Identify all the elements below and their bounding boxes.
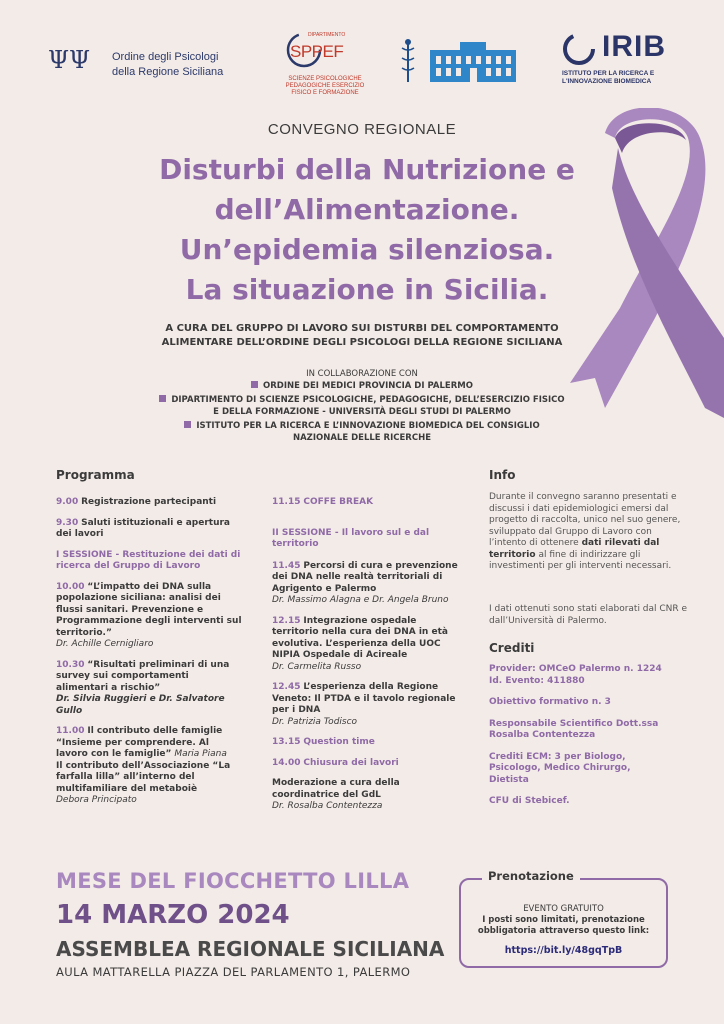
prenotazione-content (462, 904, 665, 956)
prog-item-1145 (272, 561, 464, 596)
prog-item-1215 (272, 616, 464, 662)
spef-sub1: SCIENZE PSICOLOGICHE (288, 76, 362, 82)
item-text: Integrazione ospedale territorio nella cura dei DNA in età evolutiva. L’esperienza della UOC NIPIA Ospedale di Acireale (272, 615, 448, 660)
bullet-square-icon (159, 395, 166, 402)
collab-heading: IN COLLABORAZIONE CON (306, 369, 418, 379)
item-text: Question time (303, 737, 375, 747)
prog-item-930 (56, 518, 242, 541)
booking-link[interactable]: https://bit.ly/48gqTpB (504, 945, 623, 956)
speaker: Dr. Rosalba Contentezza (272, 801, 383, 811)
collab-partner-2 (150, 394, 574, 406)
prenotazione-free: EVENTO GRATUITO (523, 904, 604, 914)
speaker: Dr. Silvia Ruggieri e Dr. Salvatore Gullo (56, 694, 225, 716)
prog-item-1115 (272, 497, 464, 509)
collab-partner-1-text: ORDINE DEI MEDICI PROVINCIA DI PALERMO (263, 381, 473, 391)
speaker: Dr. Achille Cernigliaro (56, 639, 154, 649)
title-line-1: Disturbi della Nutrizione e (159, 153, 575, 186)
time: 13.15 (272, 737, 301, 747)
info-p1b: dati rilevati dal territorio (489, 538, 660, 560)
programma-col-1 (56, 497, 242, 807)
time: 11.15 (272, 497, 301, 507)
crediti-evento: Id. Evento: 411880 (489, 675, 585, 686)
programma-heading: Programma (56, 468, 135, 482)
spef-name: SPPEF (290, 42, 344, 61)
collaboration-block (150, 368, 574, 444)
collab-partner-2-line1: DIPARTIMENTO DI SCIENZE PSICOLOGICHE, PEDAGOGICHE, DELL’ESERCIZIO FISICO (171, 395, 565, 405)
crediti-heading: Crediti (489, 641, 535, 655)
event-date: 14 MARZO 2024 (56, 900, 290, 930)
crediti-cfu: CFU di Stebicef. (489, 796, 570, 806)
collab-partner-2-line2: E DELLA FORMAZIONE - UNIVERSITÀ DEGLI STUDI DI PALERMO (213, 407, 511, 417)
spef-dept: DIPARTIMENTO (308, 32, 346, 38)
prog-item-1100 (56, 726, 242, 761)
irib-sub2: L'INNOVAZIONE BIOMEDICA (562, 78, 652, 85)
prenotazione-mandatory: obbligatoria attraverso questo link: (477, 926, 650, 936)
time: 14.00 (272, 757, 301, 768)
item-text: “L’impatto dei DNA sulla popolazione siciliana: analisi dei flussi sanitari. Prevenzione e Programmazione degli interventi sul territorio.” (56, 581, 242, 638)
prenotazione-heading: Prenotazione (482, 869, 580, 883)
item-text: Il contributo delle famiglie “Insieme per comprendere. Al lavoro con le famiglie” (56, 726, 223, 759)
caduceus-icon (398, 38, 418, 84)
session-2-heading: II SESSIONE - Il lavoro sul e dal territorio (272, 527, 430, 549)
cura-line-1: A CURA DEL GRUPPO DI LAVORO SUI DISTURBI DEL COMPORTAMENTO (165, 323, 559, 334)
programma-col-2 (272, 497, 464, 813)
time: 11.45 (272, 560, 301, 571)
crediti-list (489, 664, 689, 808)
info-p1a: Durante il convegno saranno presentati e discussi i dati epidemiologici emersi dal progetto di raccolta, unico nel suo genere, sviluppato dal Gruppo di Lavoro con l’intento di ottenere (489, 492, 681, 548)
bullet-square-icon (251, 381, 258, 388)
prog-item-1400 (272, 758, 464, 770)
collab-partner-3-line1: ISTITUTO PER LA RICERCA E L’INNOVAZIONE BIOMEDICA DEL CONSIGLIO (196, 421, 540, 431)
time: 11.00 (56, 726, 85, 736)
title-line-3: Un’epidemia silenziosa. (179, 233, 555, 266)
mese-fiocchetto: MESE DEL FIOCCHETTO LILLA (56, 869, 410, 893)
irib-name: IRIB (602, 30, 666, 63)
title-line-2: dell’Alimentazione. (214, 193, 520, 226)
speaker: Dr. Patrizia Todisco (272, 716, 358, 727)
speaker: Debora Principato (56, 795, 137, 805)
info-paragraph-1 (489, 492, 689, 573)
speaker: Maria Piana (174, 749, 227, 759)
cura-line-2: ALIMENTARE DELL’ORDINE DEGLI PSICOLOGI DELLA REGIONE SICILIANA (161, 337, 563, 348)
irib-sub1: ISTITUTO PER LA RICERCA E (562, 70, 655, 77)
building-icon (428, 40, 518, 84)
speaker: Dr. Massimo Alagna e Dr. Angela Bruno (272, 595, 449, 605)
info-heading: Info (489, 468, 516, 482)
collab-partner-3 (150, 420, 574, 432)
prenotazione-limited: I posti sono limitati, prenotazione (482, 915, 645, 925)
psi-icon: ΨΨ (48, 46, 91, 74)
time: 10.00 (56, 581, 85, 592)
prog-item-1030 (56, 660, 242, 695)
speaker: Dr. Carmelita Russo (272, 661, 362, 672)
item-text: COFFE BREAK (303, 497, 374, 507)
time: 9.00 (56, 497, 79, 507)
convegno-label: CONVEGNO REGIONALE (267, 121, 457, 138)
spef-sub3: FISICO E FORMAZIONE (291, 90, 359, 96)
prog-item-1245 (272, 682, 464, 717)
event-address: AULA MATTARELLA PIAZZA DEL PARLAMENTO 1, PALERMO (56, 965, 411, 979)
irib-logo (562, 30, 692, 90)
prog-item-900 (56, 497, 242, 509)
prog-item-1000 (56, 582, 242, 640)
ordine-line2: della Regione Siciliana (112, 66, 224, 78)
item-text: Registrazione partecipanti (81, 497, 217, 507)
item-text: “Risultati preliminari di una survey sui comportamenti alimentari a rischio” (56, 659, 230, 693)
item-text-2: Il contributo dell’Associazione “La farfalla lilla” all’interno del multifamiliare del metaboiè (56, 760, 231, 794)
irib-ring-icon (562, 32, 596, 66)
info-paragraph-2: I dati ottenuti sono stati elaborati dal CNR e dall’Università di Palermo. (489, 604, 688, 626)
moderation-text: Moderazione a cura della coordinatrice del GdL (272, 778, 400, 800)
spef-sub2: PEDAGOGICHE ESERCIZIO (285, 83, 365, 89)
omceo-logo (398, 38, 520, 84)
item-text: Saluti istituzionali e apertura dei lavori (56, 517, 231, 539)
prog-item-1315 (272, 737, 464, 749)
time: 12.15 (272, 615, 301, 626)
time: 10.30 (56, 659, 85, 670)
crediti-ecm: Crediti ECM: 3 per Biologo, Psicologo, Medico Chirurgo, Dietista (489, 751, 631, 785)
session-1-heading: I SESSIONE - Restituzione dei dati di ricerca del Gruppo di Lavoro (56, 549, 241, 571)
collab-partner-1 (150, 380, 574, 392)
crediti-responsabile: Responsabile Scientifico Dott.ssa Rosalba Contentezza (489, 718, 659, 740)
item-text: L’esperienza della Regione Veneto: Il PTDA e il tavolo regionale per i DNA (272, 682, 456, 715)
crediti-provider: Provider: OMCeO Palermo n. 1224 (489, 664, 662, 674)
time: 9.30 (56, 517, 79, 528)
item-text: Chiusura dei lavori (303, 757, 399, 768)
bullet-square-icon (184, 421, 191, 428)
time: 12.45 (272, 682, 301, 692)
ordine-line1: Ordine degli Psicologi (112, 51, 219, 63)
main-title (100, 150, 634, 310)
crediti-obiettivo: Obiettivo formativo n. 3 (489, 697, 611, 707)
item-text: Percorsi di cura e prevenzione dei DNA nelle realtà territoriali di Agrigento e Palermo (272, 560, 458, 594)
organizer-block (100, 322, 624, 350)
title-line-4: La situazione in Sicilia. (185, 273, 549, 306)
info-p1c: al fine di indirizzare gli investimenti per gli interventi necessari. (489, 549, 672, 571)
ordine-logo (48, 44, 248, 84)
event-venue: ASSEMBLEA REGIONALE SICILIANA (56, 937, 445, 961)
collab-partner-3-line2: NAZIONALE DELLE RICERCHE (292, 433, 432, 443)
spef-logo (280, 28, 370, 104)
